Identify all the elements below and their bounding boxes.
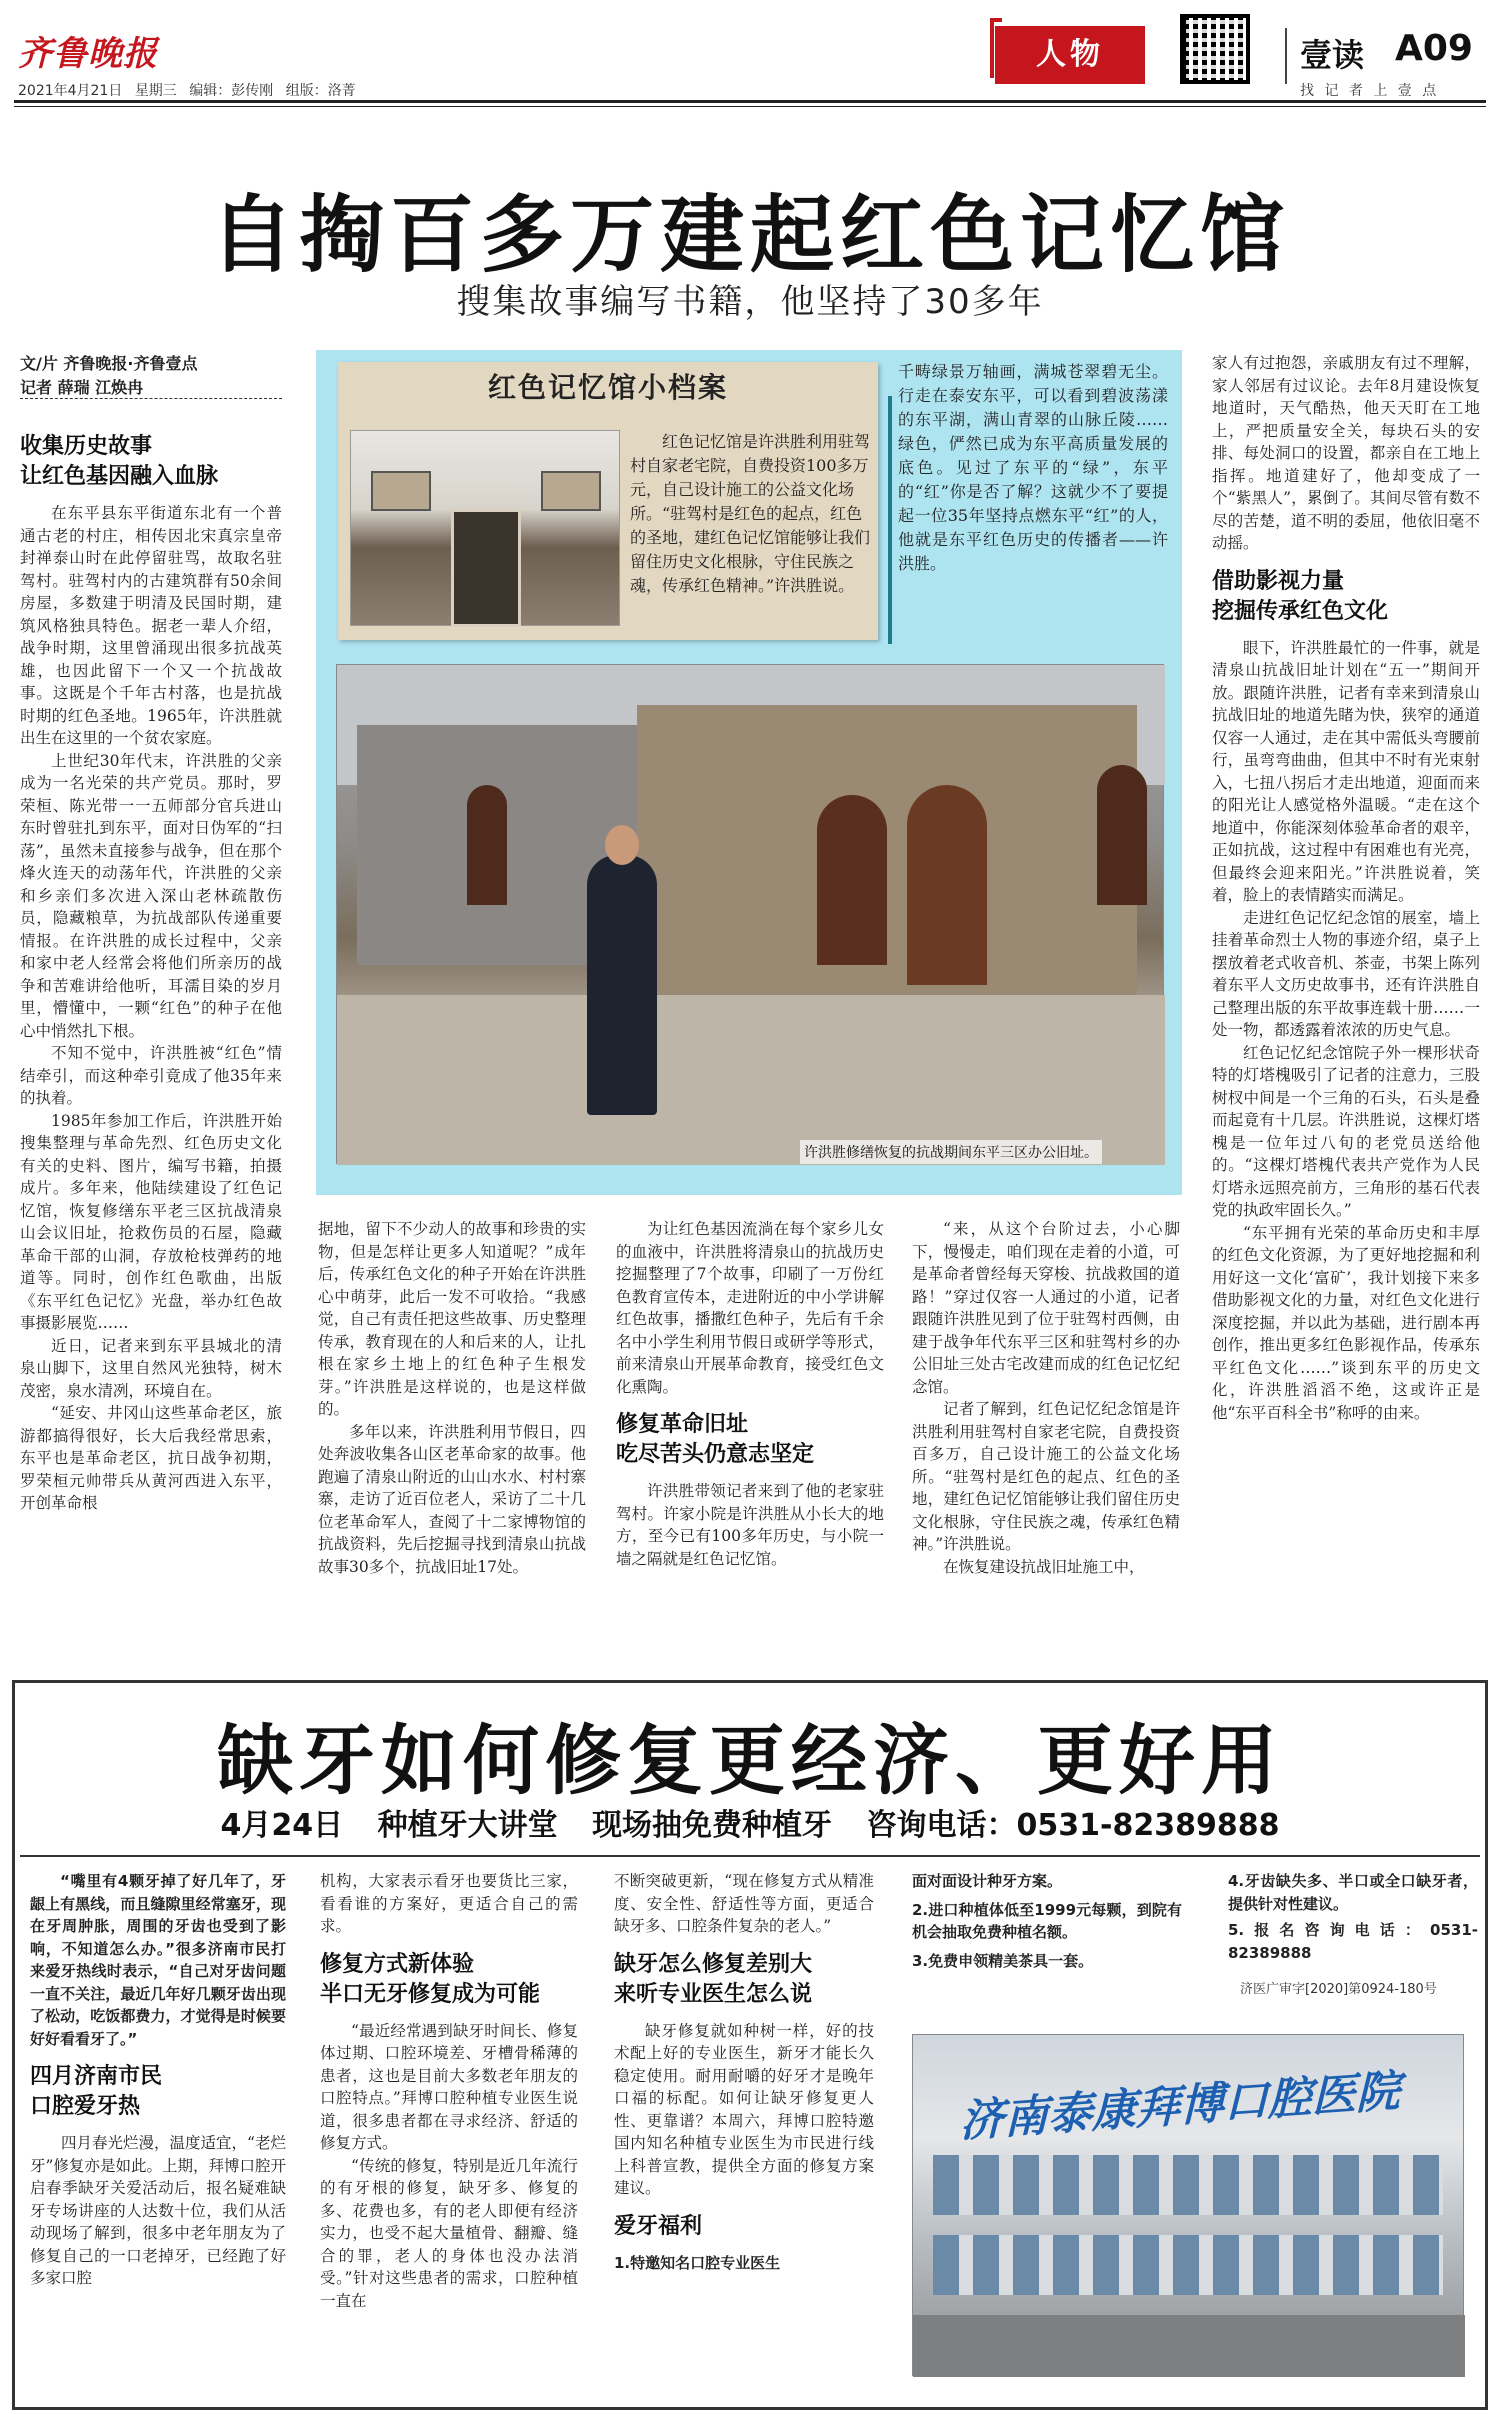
arched-window (1097, 765, 1147, 905)
benefit-item: 3.免费申领精美茶具一套。 (912, 1951, 1094, 1970)
paragraph: “延安、井冈山这些革命老区，旅游都搞得很好，长大后我经常思索，东平也是革命老区，抗日战争初期，罗荣桓元帅带兵从黄河西进入东平，开创革命根 (20, 1404, 282, 1512)
wall-frame (541, 471, 601, 511)
article-headline: 自掏百多万建起红色记忆馆 (209, 186, 1290, 284)
article-column-3 (616, 1218, 884, 1668)
ad-column-4 (912, 1870, 1182, 2020)
paragraph: 近日，记者来到东平县城北的清泉山脚下，这里自然风光独特，树木茂密，泉水清冽，环境自在。 (20, 1336, 282, 1400)
paragraph: 在东平县东平街道东北有一个普通古老的村庄，相传因北宋真宗皇帝封禅泰山时在此停留驻骂，故取名驻驾村。驻驾村内的古建筑群有50余间房屋，多数建于明清及民国时期，建筑风格独具特色。据老一辈人介绍，战争时期，这里曾涌现出很多抗战英雄，也因此留下一个又一个抗战故事。这既是个千年古村落，也是抗战时期的红色圣地。1965年，许洪胜就出生在这里的一个贫农家庭。 (20, 504, 282, 747)
street-level (913, 2315, 1465, 2377)
ad-paragraph: 机构，大家表示看牙也要货比三家，看看谁的方案好，更适合自己的需求。 (320, 1872, 578, 1935)
paragraph: 据地，留下不少动人的故事和珍贵的实物，但是怎样让更多人知道呢？”成年后，传承红色文化的种子开始在许洪胜心中萌芽，此后一发不可收拾。“我感觉，自己有责任把这些故事、历史整理传承，教育现在的人和后来的人，让扎根在家乡土地上的红色种子生根发芽。”许洪胜是这样说的，也是这样做的。 (318, 1220, 586, 1418)
stone-building (637, 705, 1137, 1005)
paragraph: “东平拥有光荣的革命历史和丰厚的红色文化资源，为了更好地挖掘和利用好这一文化‘富矿’，我计划接下来多借助影视文化的力量，对红色文化进行深度挖掘，并以此为基础，进行剧本再创作，推出更多红色影视作品，传承东平红色文化……”谈到东平的历史文化，许洪胜滔滔不绝，这或许正是他“东平百科全书”称呼的由来。 (1212, 1223, 1480, 1422)
page-number: A09 (1395, 28, 1473, 69)
paragraph: 记者了解到，红色记忆纪念馆是许洪胜利用驻驾村自家老宅院，自费投资百多万，自己设计施工的公益文化场所。“驻驾村是红色的起点、红色的圣地，建红色记忆馆能够让我们留住历史文化根脉，守住民族之魂，传承红色精神。”许洪胜说。 (912, 1400, 1180, 1553)
article-column-4 (912, 1218, 1180, 1668)
doorway (451, 509, 521, 627)
byline-rule (20, 398, 282, 399)
editor: 编辑：彭传刚 (189, 83, 274, 99)
dossier-title: 红色记忆馆小档案 (487, 371, 728, 404)
byline (20, 352, 198, 400)
intro-quote: 千畴绿景万轴画，满城苍翠碧无尘。行走在泰安东平，可以看到碧波荡漾的东平湖，满山青翠的山脉丘陵……绿色，俨然已成为东平高质量发展的底色。见过了东平的“绿”，东平的“红”你是否了解？这就少不了要提起一位35年坚持点燃东平“红”的人，他就是东平红色历史的传播者——许洪胜。 (898, 362, 1168, 573)
arched-window (467, 785, 507, 905)
building-windows (933, 2235, 1443, 2295)
byline-reporters: 记者 薛瑞 江焕冉 (20, 378, 144, 397)
ad-subline (0, 1800, 1500, 1844)
ad-license: 济医广审字[2020]第0924-180号 (1240, 1982, 1437, 1997)
ad-column-5 (1228, 1870, 1478, 1980)
article-column-1 (20, 420, 282, 1670)
wall-frame (371, 471, 431, 511)
ad-subheading: 四月济南市民 口腔爱牙热 (30, 2064, 163, 2119)
ad-headline: 缺牙如何修复更经济、更好用 (217, 1716, 1283, 1805)
ad-paragraph: “嘴里有4颗牙掉了好几年了，牙龈上有黑线，而且缝隙里经常塞牙，现在牙周肿胀，周围的牙齿也受到了影响，不知道怎么办。”很多济南市民打来爱牙热线时表示，“自己对牙齿问题一直不关注，最近几年好几颗牙齿出现了松动，吃饭都费力，才觉得是时候要好好看看牙了。” (30, 1872, 286, 2048)
ad-subheading: 缺牙怎么修复差别大 来听专业医生怎么说 (614, 1951, 813, 2007)
benefit-item: 5.报名咨询电话：0531-82389888 (1228, 1921, 1478, 1962)
building-windows (933, 2155, 1443, 2215)
byline-source: 文/片 齐鲁晚报·齐鲁壹点 (20, 354, 198, 373)
ad-paragraph: 不断突破更新，“现在修复方式从精准度、安全性、舒适性等方面，更适合缺牙多、口腔条件复杂的老人。” (614, 1872, 874, 1935)
paragraph: 家人有过抱怨，亲戚朋友有过不理解，家人邻居有过议论。去年8月建设恢复地道时，天气酷热，他天天盯在工地上，严把质量安全关，每块石头的安排、每处洞口的设置，都亲自在工地上指挥。地道建好了，他却变成了一个“紫黑人”，累倒了。其间尽管有数不尽的苦楚，道不明的委屈，他依旧毫不动摇。 (1212, 354, 1480, 552)
subheading-1: 收集历史故事 让红色基因融入血脉 (20, 434, 219, 489)
dateline (18, 80, 356, 100)
ad-paragraph: 缺牙修复就如种树一样，好的技术配上好的专业医生，新牙才能长久稳定使用。耐用耐嚼的好牙才是晚年口福的标配。如何让缺牙修复更人性、更靠谱？本周六，拜博口腔特邀国内知名种植专业医生为市民进行线上科普宣教，提供全方面的修复方案建议。 (614, 2021, 874, 2197)
section-tag: 人物 (995, 26, 1145, 84)
paragraph: 许洪胜带领记者来到了他的老家驻驾村。许家小院是许洪胜从小长大的地方，至今已有100多年历史，与小院一墙之隔就是红色记忆馆。 (616, 1482, 884, 1568)
paragraph: 1985年参加工作后，许洪胜开始搜集整理与革命先烈、红色历史文化有关的史料、图片，编写书籍，拍摄成片。多年来，他陆续建设了红色记忆馆，恢复修缮东平老三区抗战清泉山会议旧址，抢救伤员的石屋，隐藏革命干部的山洞，存放枪枝弹药的地道等。同时，创作红色歌曲，出版《东平红色记忆》光盘，举办红色故事摄影展览…… (20, 1111, 282, 1332)
dossier-text: 红色记忆馆是许洪胜利用驻驾村自家老宅院，自费投资100多万元，自己设计施工的公益文化场所。“驻驾村是红色的起点，红色的圣地，建红色记忆馆能够让我们留住历史文化根脉，守住民族之魂，传承红色精神。”许洪胜说。 (630, 432, 871, 595)
ad-lottery: 现场抽免费种植牙 (592, 1808, 833, 1843)
article-column-5 (1212, 352, 1480, 1668)
article-deck: 搜集故事编写书籍，他坚持了30多年 (456, 282, 1044, 322)
paragraph: 眼下，许洪胜最忙的一件事，就是清泉山抗战旧址计划在“五一”期间开放。跟随许洪胜，记者有幸来到清泉山抗战旧址的地道先睹为快，狭窄的通道仅容一人通过，走在其中需低头弯腰前行，虽弯弯曲曲，但其中不时有光束射入，七扭八拐后才走出地道，迎面而来的阳光让人感觉格外温暖。“走在这个地道中，你能深刻体验革命者的艰辛，正如抗战，这过程中有困难也有光亮，但最终会迎来阳光。”许洪胜说着，笑着，脸上的表情踏实而满足。 (1212, 638, 1480, 904)
ad-event: 种植牙大讲堂 (377, 1808, 558, 1843)
subheading-3: 借助影视力量 挖掘传承红色文化 (1212, 568, 1389, 624)
weekday: 星期三 (134, 83, 177, 99)
main-photo (336, 664, 1164, 1164)
ad-phone: 咨询电话：0531-82389888 (866, 1808, 1280, 1843)
paragraph: 不知不觉中，许洪胜被“红色”情结牵引，而这种牵引竟成了他35年来的执着。 (20, 1044, 282, 1107)
arched-door (907, 785, 987, 985)
person-head (605, 825, 639, 865)
paragraph: 上世纪30年代末，许洪胜的父亲成为一名光荣的共产党员。那时，罗荣桓、陈光带一一五师部分官兵进山东时曾驻扎到东平，面对日伪军的“扫荡”，虽然未直接参与战争，但在那个烽火连天的动荡年代，许洪胜的父亲和乡亲们多次进入深山老林疏散伤员，隐藏粮草，为抗战部队传递重要情报。在许洪胜的成长过程中，父亲和家中老人经常会将他们所亲历的战争和苦难讲给他听，耳濡目染的岁月里，懵懂中，一颗“红色”的种子在他心中悄然扎下根。 (20, 751, 282, 1040)
date: 2021年4月21日 (18, 83, 123, 99)
paragraph: 走进红色记忆纪念馆的展室，墙上挂着革命烈士人物的事迹介绍，桌子上摆放着老式收音机、茶壶，书架上陈列着东平人文历史故事书，还有许洪胜自己整理出版的东平故事连载十册……一处一物，都透露着浓浓的历史气息。 (1212, 908, 1480, 1039)
benefit-item: 面对面设计种牙方案。 (912, 1872, 1063, 1890)
layout-editor: 组版：洛菁 (285, 83, 356, 99)
paragraph: 多年以来，许洪胜利用节假日，四处奔波收集各山区老革命家的故事。他跑遍了清泉山附近的山山水水、村村寨寨，走访了近百位老人，采访了二十几位老革命军人，查阅了十二家博物馆的抗战资料，先后挖掘寻找到清泉山抗战故事30多个，抗战旧址17处。 (318, 1422, 586, 1576)
benefit-item: 4.牙齿缺失多、半口或全口缺牙者，提供针对性建议。 (1228, 1872, 1478, 1913)
newspaper-logo: 齐鲁晚报 (18, 34, 158, 74)
section-tagline: 找 记 者 上 壹 点 (1300, 83, 1437, 99)
museum-interior-photo (350, 430, 620, 626)
ad-paragraph: “最近经常遇到缺牙时间长、修复体过期、口腔环境差、牙槽骨稀薄的患者，这也是目前大多数老年朋友的口腔特点。”拜博口腔种植专业医生说道，很多患者都在寻求经济、舒适的修复方式。 (320, 2021, 578, 2152)
ad-column-1 (30, 1870, 286, 2400)
paragraph: “来，从这个台阶过去，小心脚下，慢慢走，咱们现在走着的小道，可是革命者曾经每天穿梭、抗战救国的道路！”穿过仅容一人通过的小道，记者跟随许洪胜见到了位于驻驾村西侧，由建于战争年代东平三区和驻驾村乡的办公旧址三处古宅改建而成的红色记忆纪念馆。 (912, 1220, 1180, 1396)
arched-door (817, 795, 887, 965)
header-separator (1285, 28, 1287, 84)
ad-column-2 (320, 1870, 578, 2400)
ad-paragraph: 四月春光烂漫，温度适宜，“老烂牙”修复亦是如此。上期，拜博口腔开启春季缺牙关爱活动后，报名疑难缺牙专场讲座的人达数十位，我们从活动现场了解到，很多中老年朋友为了修复自己的一口老掉牙，已经跑了好多家口腔 (30, 2134, 286, 2287)
photo-caption: 许洪胜修缮恢复的抗战期间东平三区办公旧址。 (800, 1140, 1102, 1164)
paragraph: 红色记忆纪念馆院子外一棵形状奇特的灯塔槐吸引了记者的注意力，三股树杈中间是一个三角的石头，石头是叠而起竟有十几层。许洪胜说，这棵灯塔槐是一位年过八旬的老党员送给他的。“这棵灯塔槐代表共产党作为人民灯塔永远照亮前方，三角形的基石代表党的执政牢固长久。” (1212, 1043, 1480, 1219)
masthead-rule-thin (14, 106, 1486, 107)
ad-paragraph: “传统的修复，特别是近几年流行的有牙根的修复，缺牙多、修复的多、花费也多，有的老人即便有经济实力，也受不起大量植骨、翻瓣、缝合的罪，老人的身体也没办法消受。”针对这些患者的需求，口腔种植一直在 (320, 2156, 578, 2310)
section-name: 壹读 (1300, 36, 1365, 74)
hospital-sign: 济南泰康拜博口腔医院 (960, 2065, 1400, 2148)
benefit-item: 2.进口种植体低至1999元每颗，到院有机会抽取免费种植名额。 (912, 1900, 1182, 1941)
ad-rule (20, 1855, 1480, 1857)
ad-subheading-benefits: 爱牙福利 (614, 2213, 703, 2239)
masthead-rule (14, 100, 1486, 103)
subheading-2: 修复革命旧址 吃尽苦头仍意志坚定 (616, 1412, 815, 1467)
person-figure (587, 855, 657, 1115)
ad-subheading: 修复方式新体验 半口无牙修复成为可能 (320, 1951, 541, 2007)
benefit-item: 1.特邀知名口腔专业医生 (614, 2253, 781, 2272)
quote-bar (888, 396, 892, 644)
ad-date: 4月24日 (220, 1808, 344, 1843)
ad-column-3 (614, 1870, 874, 2400)
paragraph: 为让红色基因流淌在每个家乡儿女的血液中，许洪胜将清泉山的抗战历史挖掘整理了7个故事，印刷了一万份红色教育宣传本，走进附近的中小学讲解红色故事，播撒红色种子，先后有千余名中小学生利用节假日或研学等形式，前来清泉山开展革命教育，接受红色文化熏陶。 (616, 1220, 884, 1396)
qr-code-pattern (1186, 20, 1244, 78)
article-column-2 (318, 1218, 586, 1668)
paragraph: 在恢复建设抗战旧址施工中， (943, 1557, 1145, 1576)
